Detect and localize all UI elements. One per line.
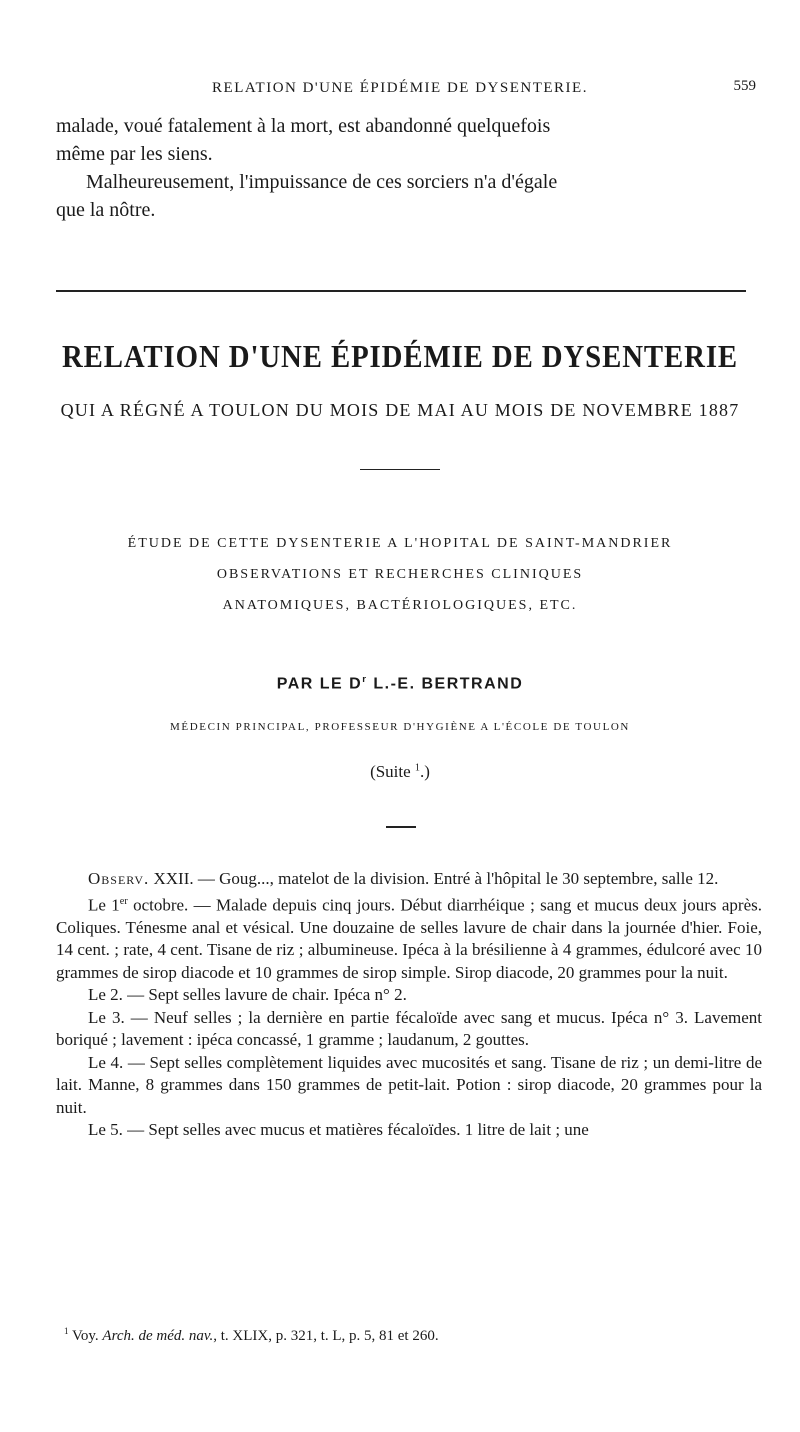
- byline-prefix: PAR LE D: [276, 675, 363, 693]
- study-line-1: ÉTUDE DE CETTE DYSENTERIE A L'HOPITAL DE SAINT-MANDRIER: [127, 536, 673, 551]
- footnote-text: , t. XLIX, p. 321, t. L, p. 5, 81 et 260.: [213, 1328, 439, 1344]
- entry-oct-4: Le 4. — Sept selles complètement liquides avec mucosités et sang. Tisane de riz ; un demi-litre de lait. Manne, 8 grammes dans 150 grammes de petit-lait. Potion : sirop diacode, 20 grammes pour la nuit.: [56, 1052, 762, 1117]
- entry-oct-1: [56, 891, 762, 985]
- footnote-prefix: Voy.: [68, 1328, 103, 1344]
- byline-sup: r: [362, 674, 368, 685]
- continuation-line-1: malade, voué fatalement à la mort, est abandonné quelquefois: [56, 115, 551, 137]
- suite-note: [0, 762, 800, 782]
- continuation-line-4: que la nôtre.: [56, 199, 156, 221]
- footnote-journal: Arch. de méd. nav.: [102, 1328, 214, 1344]
- footnote-marker: 1: [64, 1326, 69, 1336]
- continuation-paragraph: [56, 112, 762, 224]
- article-subtitle: QUI A RÉGNÉ A TOULON DU MOIS DE MAI AU MOIS DE NOVEMBRE 1887: [60, 400, 740, 420]
- footnote-ref: 1: [414, 762, 421, 774]
- observation-intro: [56, 868, 762, 891]
- suite-close: .): [420, 762, 430, 781]
- study-line-3: ANATOMIQUES, BACTÉRIOLOGIQUES, ETC.: [222, 598, 578, 613]
- author-byline: [0, 674, 800, 693]
- footnote: [64, 1326, 764, 1345]
- suite-text: (Suite: [370, 762, 415, 781]
- entry-oct-2: Le 2. — Sept selles lavure de chair. Ipéca n° 2.: [88, 985, 407, 1005]
- author-name: L.-E. BERTRAND: [367, 675, 524, 693]
- entry-oct-1-prefix: Le 1: [88, 895, 120, 915]
- study-line-2: OBSERVATIONS ET RECHERCHES CLINIQUES: [216, 567, 584, 582]
- page-number: 559: [733, 78, 756, 94]
- running-head: [0, 76, 800, 100]
- article-title: RELATION D'UNE ÉPIDÉMIE DE DYSENTERIE: [61, 338, 739, 374]
- entry-oct-1-text: octobre. — Malade depuis cinq jours. Début diarrhéique ; sang et mucus deux jours après. Coliques. Ténesme anal et vésical. Une douzaine de selles lavure de chair dans la journée d'hier. Foie, 14 cent. ; rate, 4 cent. Tisane de riz ; albumineuse. Ipéca à la brésilienne à 4 grammes, édulcoré avec 10 grammes de sirop diacode et 10 grammes de sirop simple. Sirop diacode, 20 grammes pour la nuit.: [56, 895, 762, 982]
- observation-label: Observ.: [88, 869, 150, 888]
- entry-oct-3: Le 3. — Neuf selles ; la dernière en partie fécaloïde avec sang et mucus. Ipéca n° 3. Lavement boriqué ; lavement : ipéca concassé, 1 gramme ; laudanum, 2 gouttes.: [56, 1007, 762, 1050]
- entry-oct-5: Le 5. — Sept selles avec mucus et matières fécaloïdes. 1 litre de lait ; une: [88, 1120, 589, 1140]
- observation-body: [56, 868, 762, 1142]
- observation-intro-text: XXII. — Goug..., matelot de la division. Entré à l'hôpital le 30 septembre, salle 12.: [149, 869, 719, 888]
- title-rule: [360, 469, 440, 470]
- continuation-line-3: Malheureusement, l'impuissance de ces sorciers n'a d'égale: [86, 171, 558, 193]
- author-affiliation: MÉDECIN PRINCIPAL, PROFESSEUR D'HYGIÈNE A L'ÉCOLE DE TOULON: [170, 721, 630, 733]
- short-rule: [386, 826, 416, 828]
- continuation-line-2: même par les siens.: [56, 143, 213, 165]
- entry-oct-1-sup: er: [119, 895, 128, 907]
- section-divider: [56, 290, 746, 292]
- running-head-title: RELATION D'UNE ÉPIDÉMIE DE DYSENTERIE.: [212, 80, 588, 96]
